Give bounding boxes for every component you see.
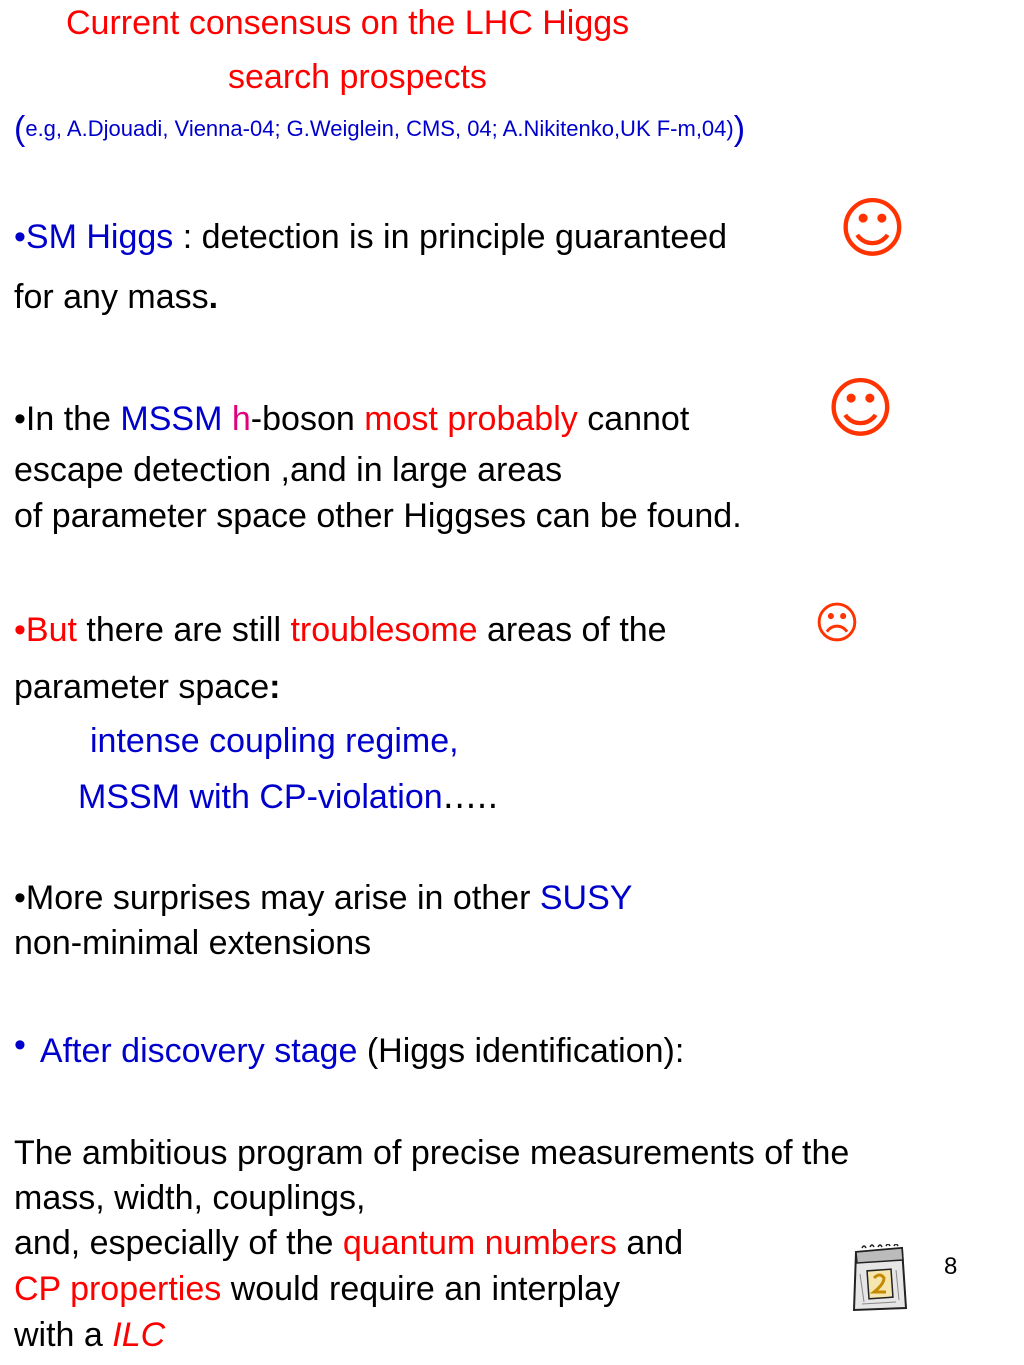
but-line1: [14, 613, 667, 647]
smiley-icon: ☺: [826, 370, 895, 447]
sm-higgs-rest: : detection is in principle guaranteed: [173, 218, 728, 256]
after-discovery-line: [14, 1026, 685, 1070]
h-boson-letter: h: [231, 400, 251, 438]
troublesome-term: troublesome: [290, 611, 478, 649]
frowny-icon: ☹: [814, 598, 860, 649]
susy-term: SUSY: [539, 879, 633, 917]
reference-line: [14, 112, 745, 146]
after-discovery-term: After discovery stage: [39, 1032, 358, 1070]
more-line2: non-minimal extensions: [14, 924, 372, 962]
sm-higgs-term: SM Higgs: [25, 218, 174, 256]
mssm-line2: escape detection ,and in large areas: [14, 451, 563, 489]
sm-higgs-line1: [14, 220, 727, 254]
cp-violation-item: [78, 777, 499, 817]
ambitious-line3-a: and, especially of the: [14, 1224, 343, 1262]
most-probably-term: most probably: [364, 400, 578, 438]
mssm-spacer: [222, 400, 231, 438]
sm-bullet: •: [14, 218, 26, 256]
ambitious-line3-b: and: [616, 1224, 684, 1262]
ambitious-line4: [14, 1272, 620, 1306]
ambitious-line5: [14, 1318, 165, 1352]
ambitious-line3: [14, 1226, 683, 1260]
ambitious-line1: The ambitious program of precise measurements of the: [14, 1134, 850, 1172]
but-term: •But: [14, 611, 77, 649]
boson-text: -boson: [250, 400, 365, 438]
more-prefix: •More surprises may arise in other: [14, 879, 540, 917]
intense-coupling-item: intense coupling regime,: [90, 722, 459, 760]
ambitious-line2: mass, width, couplings,: [14, 1179, 366, 1217]
ambitious-line4-rest: would require an interplay: [221, 1270, 621, 1308]
mssm-prefix: •In the: [14, 400, 121, 438]
sm-higgs-line2: [14, 280, 218, 314]
slide-title-line2: search prospects: [228, 58, 487, 96]
cp-violation-dots: …..: [442, 777, 499, 817]
but-line2: [14, 670, 280, 704]
cannot-text: cannot: [577, 400, 690, 438]
cp-properties-term: CP properties: [14, 1270, 222, 1308]
page-number: 8: [944, 1253, 958, 1280]
quantum-numbers-term: quantum numbers: [342, 1224, 617, 1262]
sm-line2-text: for any mass: [14, 278, 209, 316]
but-colon: :: [269, 668, 281, 706]
smiley-icon: ☺: [838, 190, 907, 267]
after-bullet: •: [14, 1026, 26, 1064]
mssm-term: MSSM: [120, 400, 223, 438]
but-end-text: areas of the: [477, 611, 667, 649]
more-line1: [14, 881, 632, 915]
after-rest: (Higgs identification):: [357, 1032, 685, 1070]
sm-period: .: [208, 278, 219, 316]
mssm-line3: of parameter space other Higgses can be found.: [14, 497, 742, 535]
but-mid-text: there are still: [76, 611, 291, 649]
ref-open-paren: (: [14, 110, 26, 148]
cp-violation-text: MSSM with CP-violation: [78, 778, 443, 816]
ambitious-line5-a: with a: [14, 1316, 113, 1354]
ilc-term: ILC: [112, 1316, 166, 1354]
but-line2-text: parameter space: [14, 668, 270, 706]
calendar-icon: [846, 1244, 912, 1314]
mssm-line1: [14, 402, 689, 436]
ref-close-paren: ): [733, 110, 746, 148]
slide-title-line1: Current consensus on the LHC Higgs: [66, 4, 630, 42]
ref-text: e.g, A.Djouadi, Vienna-04; G.Weiglein, CMS, 04; A.Nikitenko,UK F-m,04): [25, 116, 734, 141]
